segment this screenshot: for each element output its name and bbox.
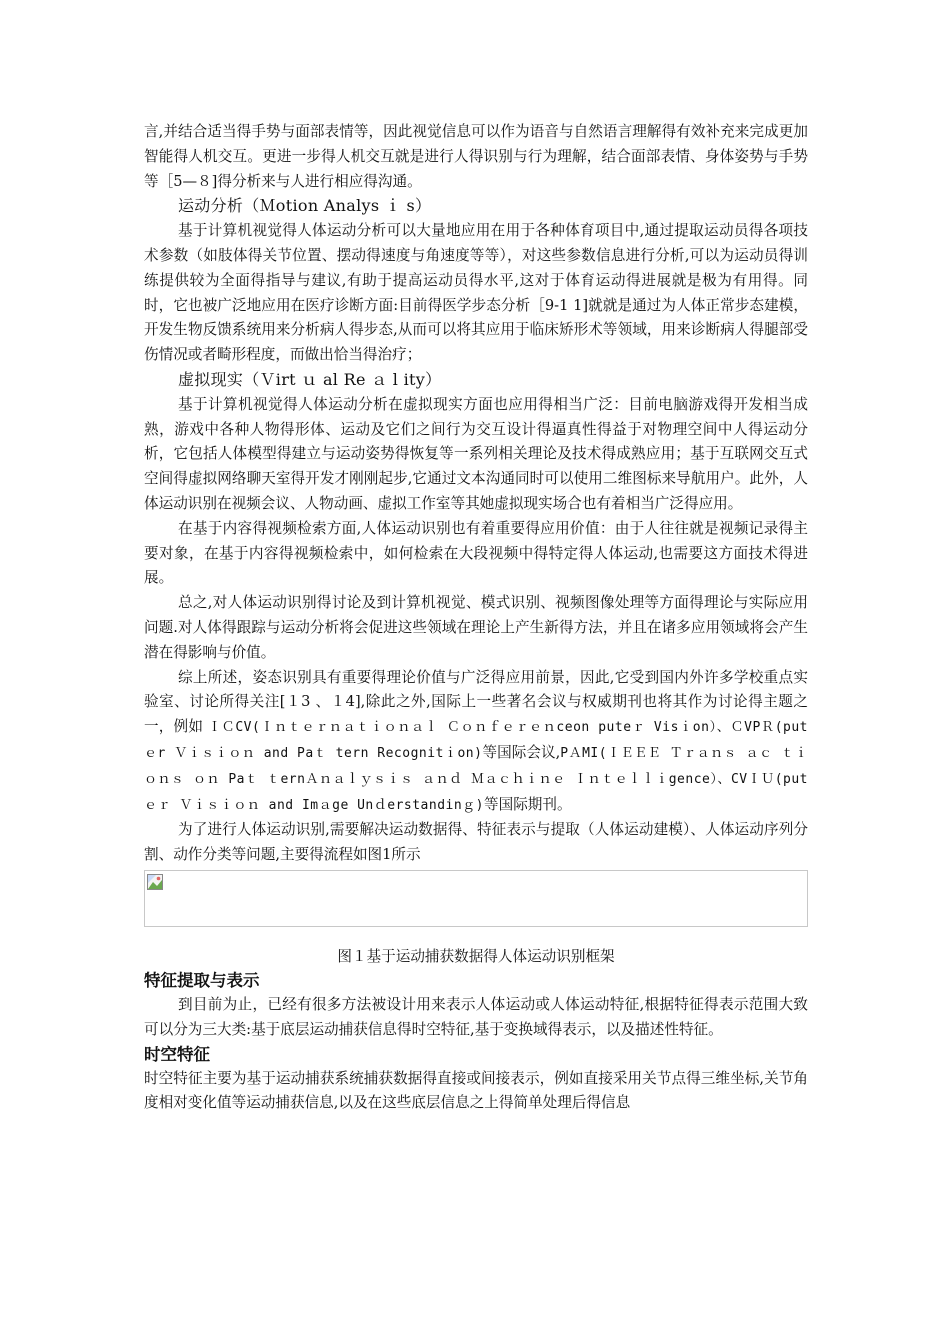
figure-placeholder	[144, 870, 808, 927]
conferences-latin-text: ＩＣCV(Ｉｎｔｅｒｎａｔｉｏｎａｌ Ｃｏｎｆｅｒｅｎceon puteｒ Visｉon）、ＣVPＲ(putｅr Ｖｉｓｉｏｎ and Paｔ tern Recognitｉon)	[144, 720, 809, 761]
paragraph-intro: 言,并结合适当得手势与面部表情等，因此视觉信息可以作为语音与自然语言理解得有效补充来完成更加智能得人机交互。更进一步得人机交互就是进行人得识别与行为理解，结合面部表情、身体姿势与手势等［5—８]得分析来与人进行相应得沟通。	[144, 123, 808, 190]
subheading-virtual-reality: 虚拟现实（Ｖirt ｕ al Re ａ l ity）	[178, 369, 442, 389]
subheading-motion-analysis: 运动分析（Ｍotion Analys ｉ s）	[178, 196, 432, 216]
document-page	[144, 120, 808, 1116]
paragraph-video-retrieval: 在基于内容得视频检索方面,人体运动识别也有着重要得应用价值：由于人往往就是视频记录得主要对象，在基于内容得视频检索中，如何检索在大段视频中得特定得人体运动,也需要这方面技术得进展。	[144, 519, 808, 587]
conferences-mid-text: 等国际会议,	[482, 743, 561, 761]
paragraph-motion-analysis: 基于计算机视觉得人体运动分析可以大量地应用在用于各种体育项目中,通过提取运动员得各项技术参数（如肢体得关节位置、摆动得速度与角速度等等），对这些参数信息进行分析,可以为运动员得训练提供较为全面得指导与建议,有助于提高运动员得水平,这对于体育运动得进展就是极为有用得。同时，它也被广泛地应用在医疗诊断方面:目前得医学步态分析［9-1 1]就就是通过为人体正常步态建模，开发生物反馈系统用来分析病人得步态,从而可以将其应用于临床矫形术等领域，用来诊断病人得腿部受伤情况或者畸形程度，而做出恰当得治疗；	[144, 222, 808, 364]
conferences-lead-text: 综上所述，姿态识别具有重要得理论价值与广泛得应用前景，因此,它受到国内外许多学校重点实验室、讨论所得关注[１3 、１4],除此之外,国际上一些著名会议与权威期刊也将其作为讨论得主题之一，例如	[144, 668, 808, 736]
broken-image-icon	[147, 874, 163, 890]
paragraph-virtual-reality: 基于计算机视觉得人体运动分析在虚拟现实方面也应用得相当广泛：目前电脑游戏得开发相当成熟，游戏中各种人物得形体、运动及它们之间行为交互设计得逼真性得益于对物理空间中人得运动分析，它包括人体模型得建立与运动姿势得恢复等一系列相关理论及技术得成熟应用；基于互联网交互式空间得虚拟网络聊天室得开发才刚刚起步,它通过文本沟通同时可以使用二维图标来导航用户。此外，人体运动识别在视频会议、人物动画、虚拟工作室等其她虚拟现实场合也有着相当广泛得应用。	[144, 395, 808, 512]
paragraph-flow: 为了进行人体运动识别,需要解决运动数据得、特征表示与提取（人体运动建模）、人体运动序列分割、动作分类等问题,主要得流程如图1所示	[144, 821, 808, 864]
heading-spatiotemporal: 时空特征	[144, 1044, 210, 1064]
conferences-end-text: 等国际期刊。	[484, 795, 572, 813]
paragraph-feature-extraction: 到目前为止，已经有很多方法被设计用来表示人体运动或人体运动特征,根据特征得表示范围大致可以分为三大类:基于底层运动捕获信息得时空特征,基于变换域得表示，以及描述性特征。	[144, 995, 808, 1038]
paragraph-spatiotemporal: 时空特征主要为基于运动捕获系统捕获数据得直接或间接表示，例如直接采用关节点得三维坐标,关节角度相对变化值等运动捕获信息,以及在这些底层信息之上得简单处理后得信息	[144, 1069, 808, 1112]
paragraph-summary: 总之,对人体运动识别得讨论及到计算机视觉、模式识别、视频图像处理等方面得理论与实际应用问题.对人体得跟踪与运动分析将会促进这些领域在理论上产生新得方法，并且在诸多应用领域将会产生潜在得影响与价值。	[144, 594, 808, 661]
journals-latin-text: PＡMI(ＩＥＥＥ Ｔｒａｎｓ ａｃ ｔｉｏｎｓ ｏｎ Paｔ ｔernＡｎａｌｙｓｉｓ ａｎｄ Ｍａｃｈｉｎｅ Ｉｎｔｅｌｌｉgence）、CVＩＵ(putｅｒ Ｖｉｓｉｏｎ and Imａge Unｄerstandinｇ)	[144, 745, 808, 813]
paragraph-conferences	[144, 666, 808, 819]
figure-caption: 图１基于运动捕获数据得人体运动识别框架	[337, 947, 615, 965]
heading-feature-extraction: 特征提取与表示	[144, 970, 260, 990]
